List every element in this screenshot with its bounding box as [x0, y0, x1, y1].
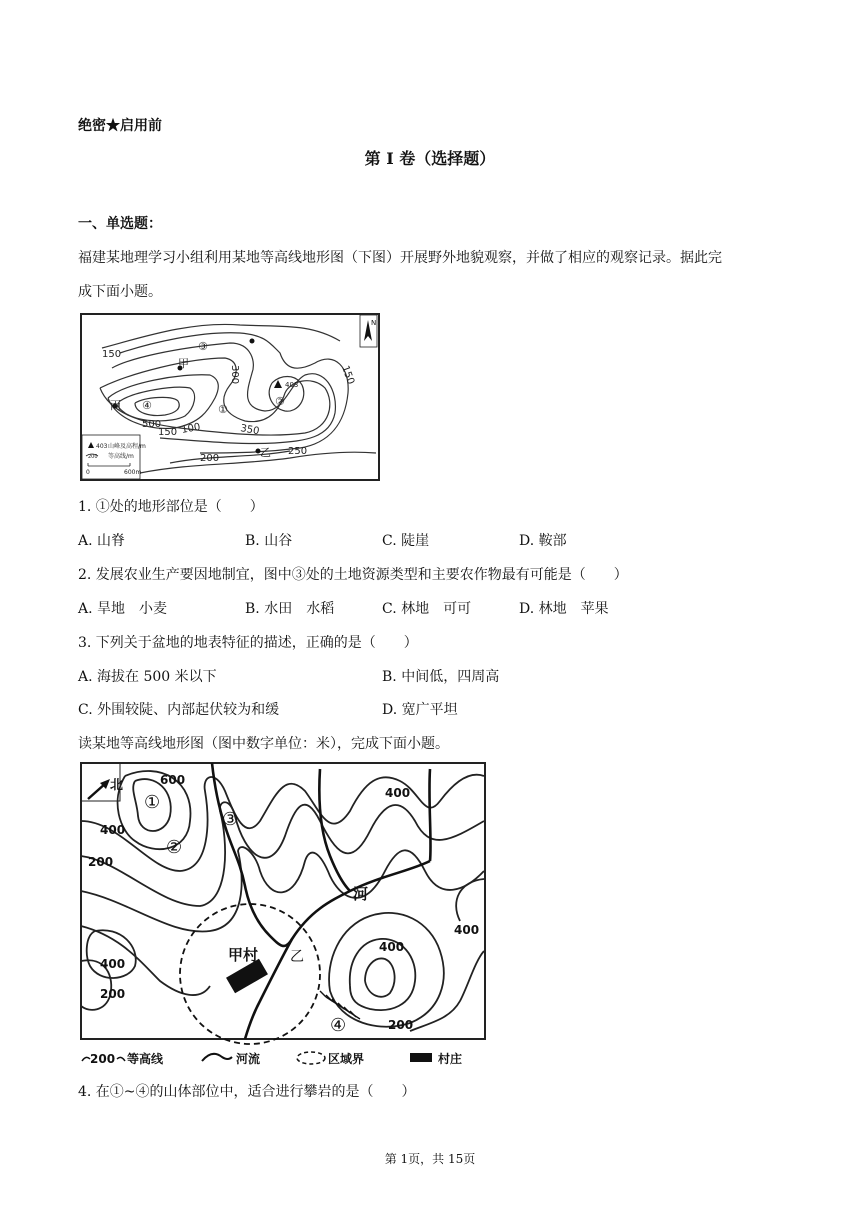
question-2-option-d[interactable]: D. 林地 苹果	[519, 601, 609, 617]
map2-contour-200c: 200	[388, 1018, 414, 1032]
map1-legend-peak-text: 山峰及高程/m	[108, 443, 146, 450]
question-3-stem: 3. 下列关于盆地的地表特征的描述，正确的是（ ）	[78, 635, 418, 651]
question-3-option-d[interactable]: D. 宽广平坦	[382, 702, 458, 718]
map2-contour-200b: 200	[100, 987, 126, 1001]
map2-contour-200a: 200	[88, 855, 114, 869]
question-3-option-c[interactable]: C. 外围较陡、内部起伏较为和缓	[78, 702, 280, 718]
map2-contour-400b: 400	[385, 786, 411, 800]
question-2-option-a[interactable]: A. 旱地 小麦	[78, 601, 168, 617]
question-1-option-c[interactable]: C. 陡崖	[382, 533, 430, 549]
map1-point-jia: 甲	[178, 357, 189, 370]
passage2: 读某地等高线地形图（图中数字单位：米），完成下面小题。	[78, 736, 449, 752]
question-1-option-a[interactable]: A. 山脊	[78, 533, 126, 549]
map2-point-3: ③	[222, 809, 239, 830]
map2-north-label: 北	[110, 778, 124, 793]
map1-point-2: ②	[275, 395, 285, 408]
map2-legend-river-text: 河流	[236, 1052, 261, 1066]
map1-north-label: N	[371, 319, 377, 327]
map2-village-label: 甲村	[228, 946, 259, 964]
map1-contour-150b: 150	[339, 364, 357, 386]
map2-point-4: ④	[330, 1015, 347, 1036]
map1-legend-scale-value: 600m	[124, 469, 142, 476]
page-footer: 第 1页，共 15页	[384, 1152, 476, 1166]
map1-contour-350: 350	[239, 423, 261, 438]
question-1-stem: 1. ①处的地形部位是（ ）	[78, 499, 264, 515]
passage1-line2: 成下面小题。	[78, 284, 162, 300]
map1-contour-100: 100	[180, 421, 202, 436]
map2-contour-400a: 400	[100, 823, 126, 837]
map2-contour-400d: 400	[100, 957, 126, 971]
map1-legend-contour-text: 等高线/m	[108, 453, 134, 460]
map2-river-label: 河	[353, 885, 369, 903]
map1-contour-500: 500	[142, 419, 162, 430]
map1-point-bing: 丙	[110, 399, 121, 412]
map1-legend	[82, 435, 146, 479]
map1-contour-250: 250	[288, 446, 308, 457]
map2-point-2: ②	[166, 837, 183, 858]
map1-contour-150a: 150	[102, 349, 122, 360]
map1-point-4: ④	[142, 399, 152, 412]
contour-map-2	[80, 761, 486, 1071]
map1-contour-200: 200	[200, 453, 220, 464]
map2-legend	[82, 1051, 462, 1066]
map2-contour-400c: 400	[454, 923, 480, 937]
map2-point-1: ①	[144, 792, 161, 813]
question-1-option-d[interactable]: D. 鞍部	[519, 533, 567, 549]
secret-mark: 绝密★启用前	[78, 118, 162, 134]
map1-point-1: ①	[218, 403, 228, 416]
contour-map-1	[80, 313, 380, 481]
section-title: 一、单选题：	[78, 216, 162, 232]
map2-legend-contour-value: 200	[90, 1052, 116, 1066]
map2-legend-region-text: 区域界	[328, 1052, 365, 1066]
question-2-stem: 2. 发展农业生产要因地制宜，图中③处的土地资源类型和主要农作物最有可能是（ ）	[78, 567, 628, 583]
map1-legend-peak-value: 403	[96, 443, 108, 450]
passage1-line1: 福建某地理学习小组利用某地等高线地形图（下图）开展野外地貌观察，并做了相应的观察记录。据此完	[78, 250, 722, 266]
map1-legend-contour-value: 200	[88, 454, 98, 460]
question-4-stem: 4. 在①~④的山体部位中，适合进行攀岩的是（ ）	[78, 1084, 416, 1100]
map1-point-3: ③	[198, 340, 208, 353]
question-3-option-b[interactable]: B. 中间低，四周高	[382, 669, 500, 685]
volume-title: 第 I 卷（选择题）	[364, 149, 496, 168]
map1-point-yi: 乙	[260, 446, 271, 459]
map2-legend-village-text: 村庄	[438, 1052, 463, 1066]
map1-peak-value: 403	[285, 381, 299, 389]
question-2-option-c[interactable]: C. 林地 可可	[382, 601, 472, 617]
map1-contour-150c: 150	[158, 427, 178, 438]
map1-legend-scale-zero: 0	[86, 469, 90, 476]
question-3-option-a[interactable]: A. 海拔在 500 米以下	[78, 669, 217, 685]
map1-contour-300: 300	[229, 365, 240, 385]
question-2-option-b[interactable]: B. 水田 水稻	[245, 601, 335, 617]
map2-contour-600: 600	[160, 773, 186, 787]
map2-legend-contour-text: 等高线	[127, 1052, 164, 1066]
question-1-option-b[interactable]: B. 山谷	[245, 533, 293, 549]
map2-point-yi: 乙	[290, 949, 304, 965]
map2-contour-400e: 400	[379, 940, 405, 954]
